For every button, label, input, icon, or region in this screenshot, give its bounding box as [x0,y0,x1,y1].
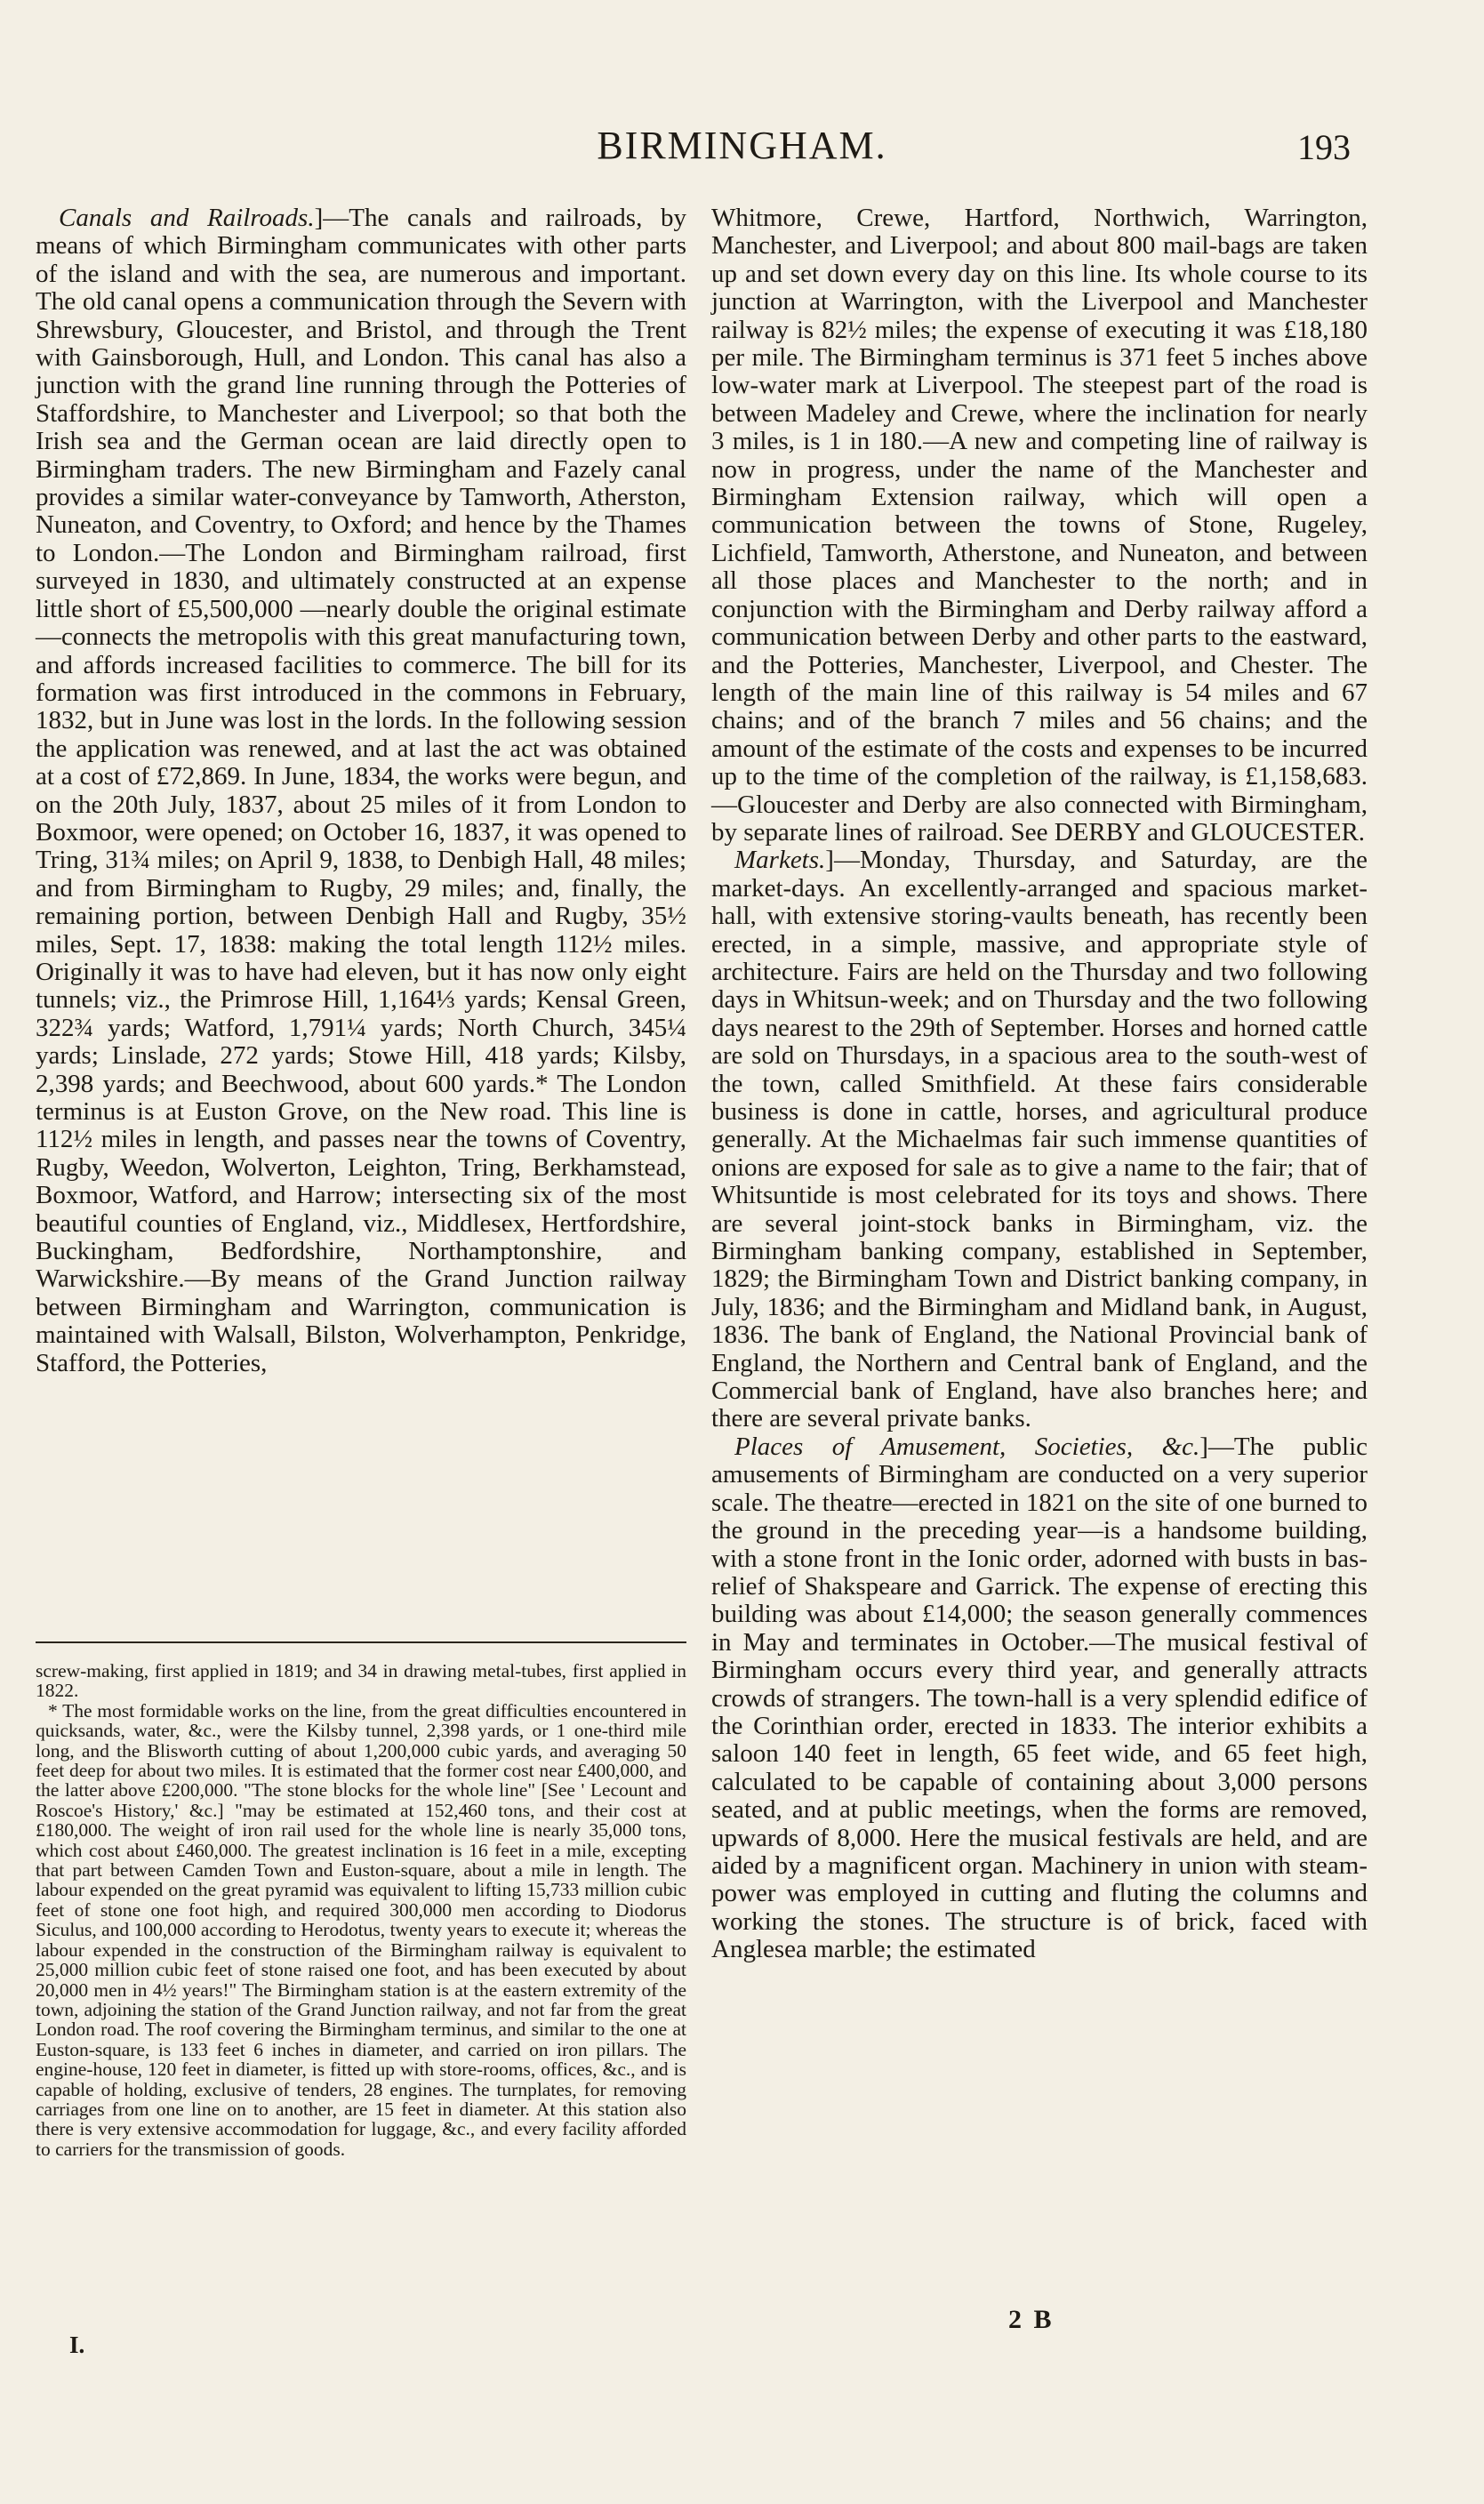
left-column [36,205,686,1377]
paragraph-canals-and-railroads [36,205,686,1377]
page-header [0,123,1484,176]
paragraph-markets [711,847,1368,1433]
signature-mark-left: I. [69,2331,85,2358]
running-title: BIRMINGHAM. [597,124,887,167]
signature-mark-right: 2 B [1008,2305,1055,2334]
section-heading-amusements: Places of Amusement, Societies, &c. [734,1432,1200,1461]
paragraph-continuation: Whitmore, Crewe, Hartford, Northwich, Warrington, Manchester, and Liverpool; and about 800 mail-bags are taken up and set down every day on this line. Its whole course to its junction at Warrington, with the Liverpool and Manchester railway is 82½ miles; the expense of executing it was £18,180 per mile. The Birmingham terminus is 371 feet 5 inches above low-water mark at Liverpool. The steepest part of the road is between Madeley and Crewe, where the inclination for nearly 3 miles, is 1 in 180.—A new and competing line of railway is now in progress, under the name of the Manchester and Birmingham Extension railway, which will open a communication between the towns of Stone, Rugeley, Lichfield, Tamworth, Atherstone, and Nuneaton, and between all those places and Manchester to the north; and in conjunction with the Birmingham and Derby railway afford a communication between Derby and other parts to the eastward, and the Potteries, Manchester, Liverpool, and Chester. The length of the main line of this railway is 54 miles and 67 chains; and of the branch 7 miles and 56 chains; and the amount of the estimate of the costs and expenses to be incurred up to the time of the completion of the railway, is £1,158,683.—Gloucester and Derby are also connected with Birmingham, by separate lines of railroad. See DERBY and GLOUCESTER. [711,204,1368,847]
footnote-rule [36,1641,686,1643]
paragraph-text: ]—Monday, Thursday, and Saturday, are the market-days. An excellently-arranged and spacious market-hall, with extensive storing-vaults beneath, has recently been erected, in a simple, massive, and appropriate style of architecture. Fairs are held on the Thursday and two following days in Whitsun-week; and on Thursday and the two following days nearest to the 29th of September. Horses and horned cattle are sold on Thursdays, in a spacious area to the south-west of the town, called Smithfield. At these fairs considerable business is done in cattle, horses, and agricultural produce generally. At the Michaelmas fair such immense quantities of onions are exposed for sale as to give a name to the fair; that of Whitsuntide is most celebrated for its toys and shows. There are several joint-stock banks in Birmingham, viz. the Birmingham banking company, established in September, 1829; the Birmingham Town and District banking company, in July, 1836; and the Birmingham and Midland bank, in August, 1836. The bank of England, the National Provincial bank of England, the Northern and Central bank of England, and the Commercial bank of England, have also branches here; and there are several private banks. [711,846,1368,1433]
page-number: 193 [1297,127,1351,167]
footnote-continuation: screw-making, first applied in 1819; and 34 in drawing metal-tubes, first applied in 1822. [36,1660,686,1702]
paragraph-text: ]—The public amusements of Birmingham are conducted on a very superior scale. The theatre—erected in 1821 on the site of one burned to the ground in the preceding year—is a handsome building, with a stone front in the Ionic order, adorned with busts in bas-relief of Shakspeare and Garrick. The expense of erecting this building was about £14,000; the season generally commences in May and terminates in October.—The musical festival of Birmingham occurs every third year, and generally attracts crowds of strangers. The town-hall is a very splendid edifice of the Corinthian order, erected in 1833. The interior exhibits a saloon 140 feet in length, 65 feet wide, and 65 feet high, calculated to be capable of containing about 3,000 persons seated, and at public meetings, when the forms are removed, upwards of 8,000. Here the musical festivals are held, and are aided by a magnificent organ. Machinery in union with steam-power was employed in cutting and fluting the columns and working the stones. The structure is of brick, faced with Anglesea marble; the estimated [711,1432,1368,1964]
section-heading-markets: Markets. [734,846,826,875]
paragraph-text: ]—The canals and railroads, by means of which Birmingham communicates with other parts of the island and with the sea, are numerous and important. The old canal opens a communication through the Severn with Shrewsbury, Gloucester, and Bristol, and through the Trent with Gainsborough, Hull, and London. This canal has also a junction with the grand line running through the Potteries of Staffordshire, to Manchester and Liverpool; so that both the Irish sea and the German ocean are laid directly open to Birmingham traders. The new Birmingham and Fazely canal provides a similar water-conveyance by Tamworth, Atherston, Nuneaton, and Coventry, to Oxford; and hence by the Thames to London.—The London and Birmingham railroad, first surveyed in 1830, and ultimately constructed at an expense little short of £5,500,000 —nearly double the original estimate—connects the metropolis with this great manufacturing town, and affords increased facilities to commerce. The bill for its formation was first introduced in the commons in February, 1832, but in June was lost in the lords. In the following session the application was renewed, and at last the act was obtained at a cost of £72,869. In June, 1834, the works were begun, and on the 20th July, 1837, about 25 miles of it from London to Boxmoor, were opened; on October 16, 1837, it was opened to Tring, 31¾ miles; on April 9, 1838, to Denbigh Hall, 48 miles; and from Birmingham to Rugby, 29 miles; and, finally, the remaining portion, between Denbigh Hall and Rugby, 35½ miles, Sept. 17, 1838: making the total length 112½ miles. Originally it was to have had eleven, but it has now only eight tunnels; viz., the Primrose Hill, 1,164⅓ yards; Kensal Green, 322¾ yards; Watford, 1,791¼ yards; North Church, 345¼ yards; Linslade, 272 yards; Stowe Hill, 418 yards; Kilsby, 2,398 yards; and Beechwood, about 600 yards.* The London terminus is at Euston Grove, on the New road. This line is 112½ miles in length, and passes near the towns of Coventry, Rugby, Weedon, Wolverton, Leighton, Tring, Berkhamstead, Boxmoor, Watford, and Harrow; intersecting six of the most beautiful counties of England, viz., Middlesex, Hertfordshire, Buckingham, Bedfordshire, Northamptonshire, and Warwickshire.—By means of the Grand Junction railway between Birmingham and Warrington, communication is maintained with Walsall, Bilston, Wolverhampton, Penkridge, Stafford, the Potteries, [36,204,686,1377]
footnotes [36,1661,686,2159]
paragraph-amusements [711,1433,1368,1964]
footnote-asterisk: * The most formidable works on the line, from the great difficulties encountered in quicksands, water, &c., were the Kilsby tunnel, 2,398 yards, or 1 one-third mile long, and the Blisworth cutting of about 1,200,000 cubic yards, and averaging 50 feet deep for about two miles. It is estimated that the former cost near £400,000, and the latter above £200,000. "The stone blocks for the whole line" [See ' Lecount and Roscoe's History,' &c.] "may be estimated at 152,460 tons, and their cost at £180,000. The weight of iron rail used for the whole line is nearly 35,000 tons, which cost about £460,000. The greatest inclination is 16 feet in a mile, excepting that part between Camden Town and Euston-square, about a mile in length. The labour expended on the great pyramid was equivalent to lifting 15,733 million cubic feet of stone one foot high, and required 300,000 men according to Diodorus Siculus, and 100,000 according to Herodotus, twenty years to execute it; whereas the labour expended in the construction of the Birmingham railway is equivalent to 25,000 million cubic feet of stone raised one foot, and has been executed by about 20,000 men in 4½ years!" The Birmingham station is at the eastern extremity of the town, adjoining the station of the Grand Junction railway, and not far from the great London road. The roof covering the Birmingham terminus, and similar to the one at Euston-square, is 133 feet 6 inches in diameter, and carried on iron pillars. The engine-house, 120 feet in diameter, is fitted up with store-rooms, offices, &c., and is capable of holding, exclusive of tenders, 28 engines. The turnplates, for removing carriages from one line on to another, are 15 feet in diameter. At this station also there is very extensive accommodation for luggage, &c., and every facility afforded to carriers for the transmission of goods. [36,1699,686,2160]
right-column [711,205,1368,1964]
section-heading-canals: Canals and Railroads. [59,204,315,232]
